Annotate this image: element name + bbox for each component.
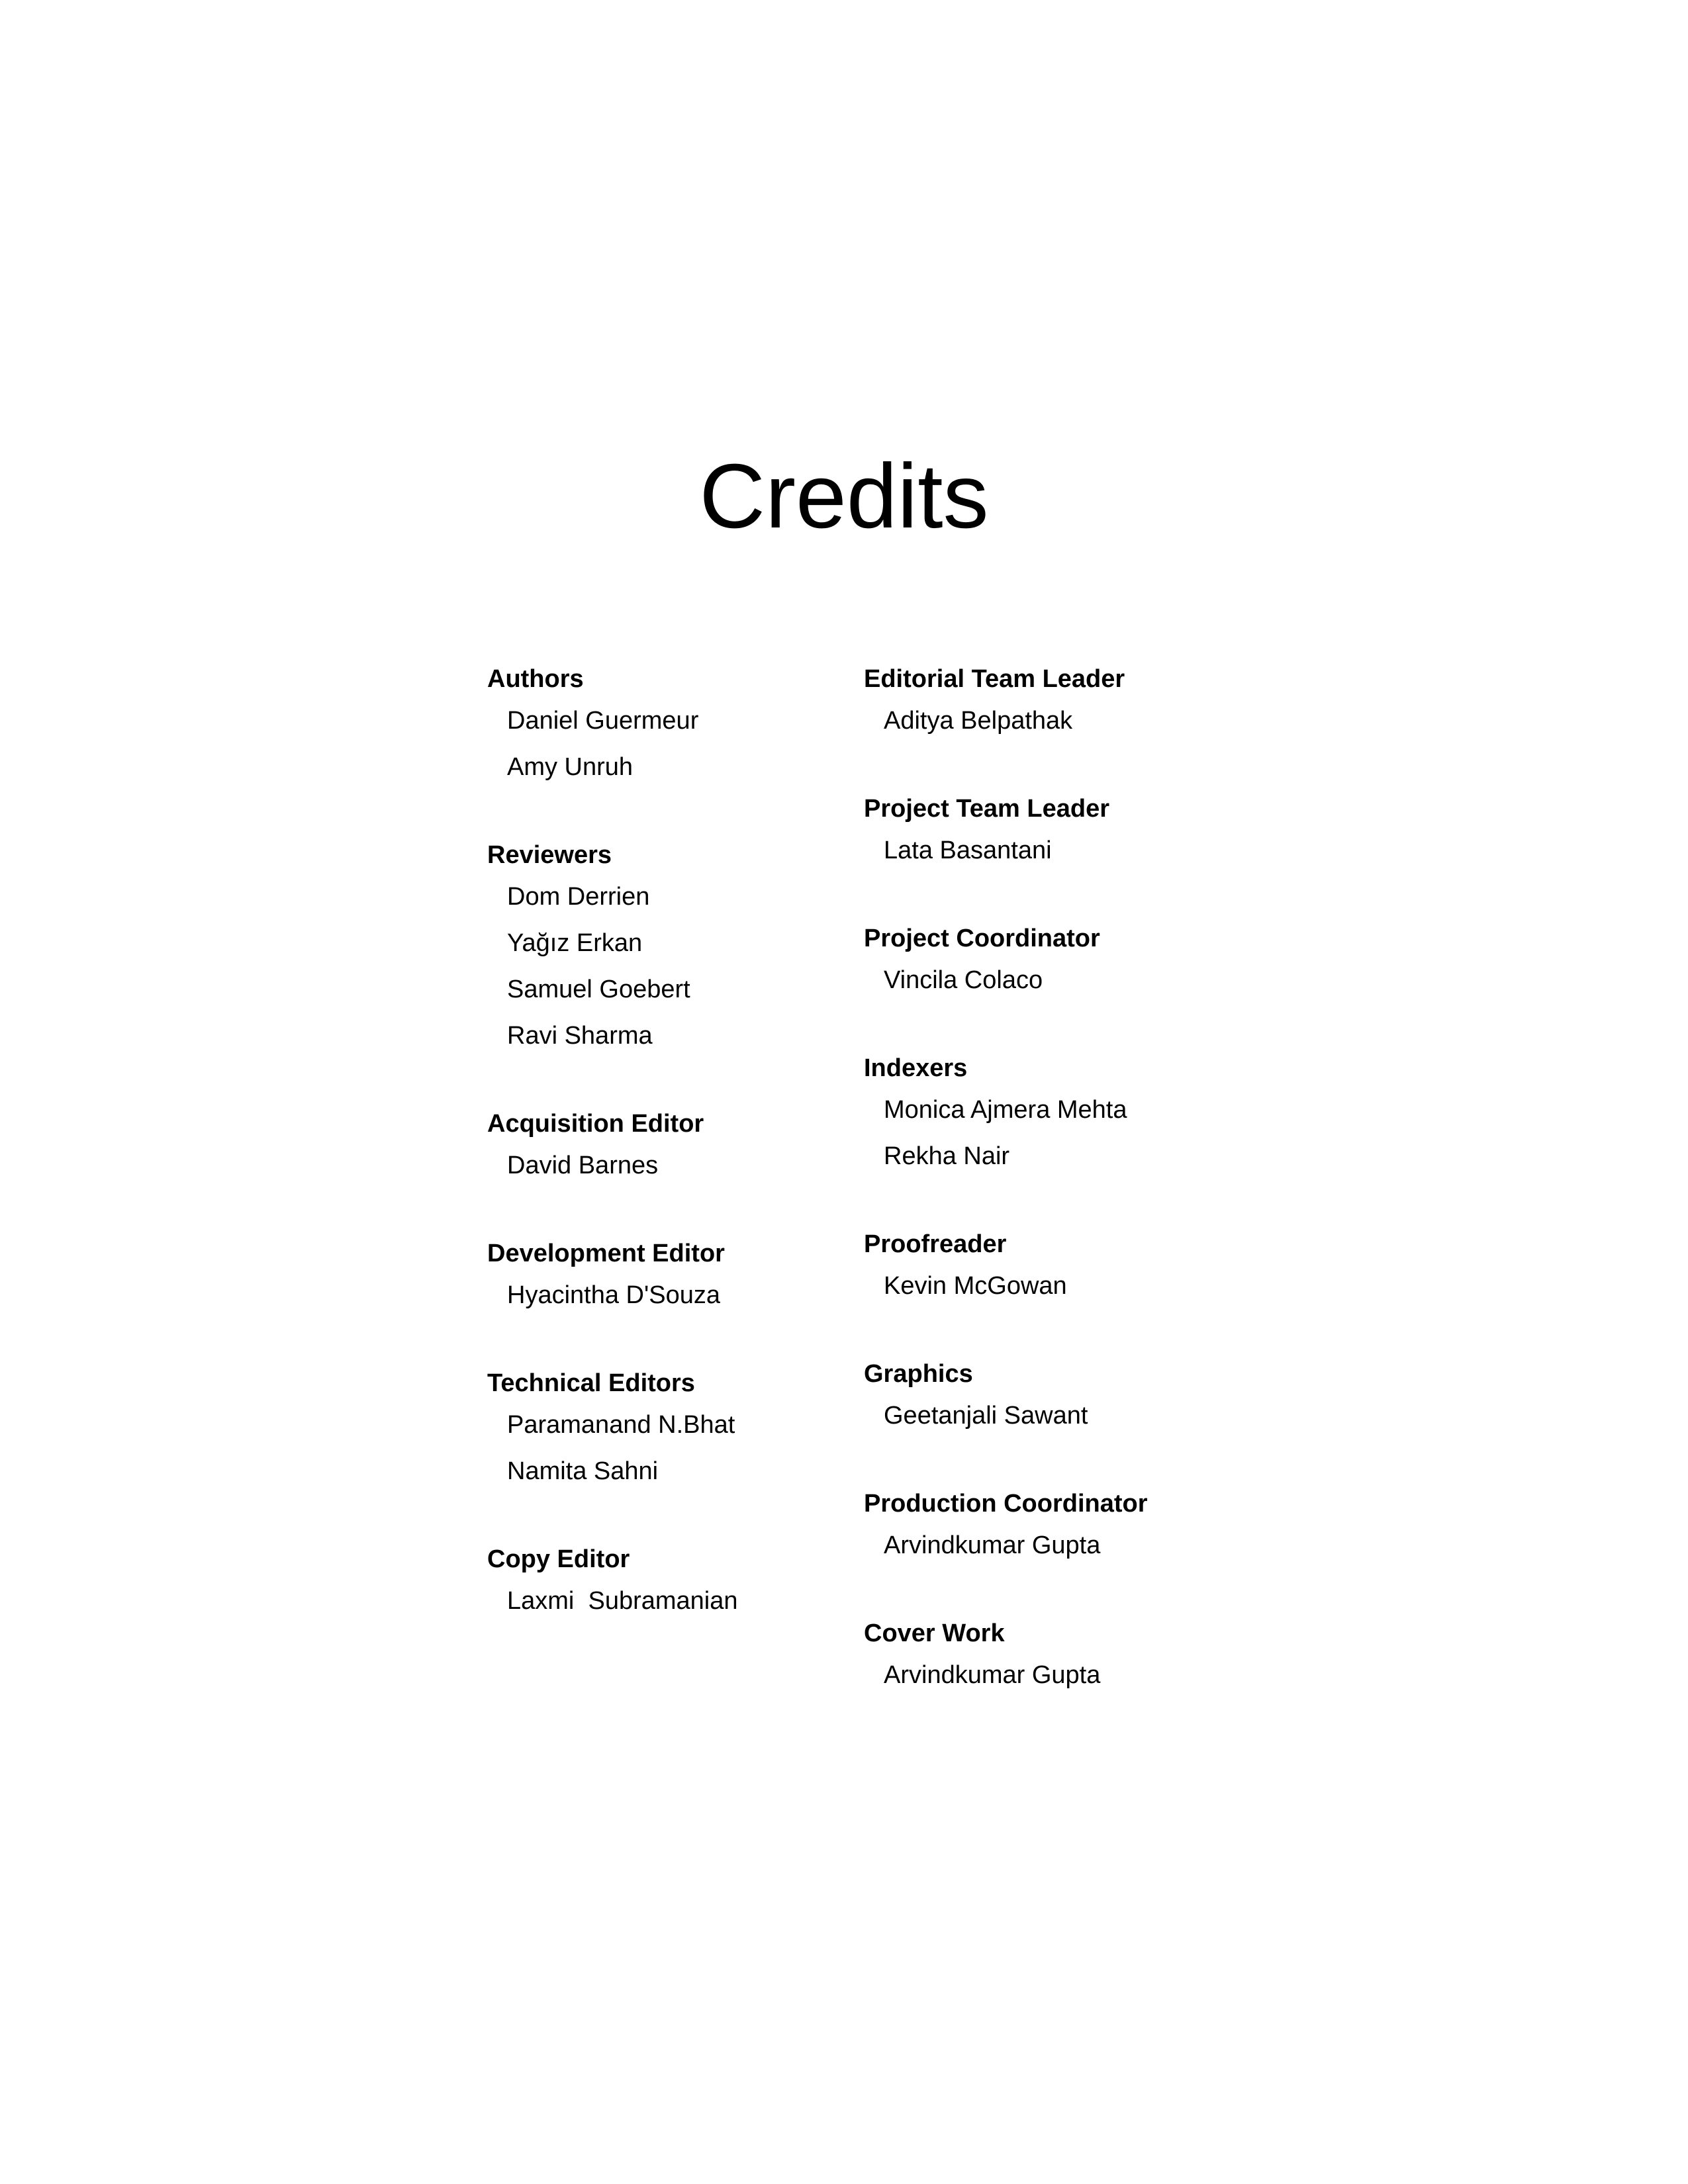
section-title: Project Coordinator xyxy=(864,925,1100,952)
name-list xyxy=(487,698,845,790)
section-title: Development Editor xyxy=(487,1240,725,1267)
credit-name: Amy Unruh xyxy=(507,753,633,781)
credit-section-editorial-team-leader xyxy=(864,660,1327,744)
section-title: Production Coordinator xyxy=(864,1490,1148,1518)
name-list xyxy=(864,1392,1327,1439)
name-list xyxy=(487,874,845,1059)
credits-right-column xyxy=(864,660,1327,1745)
name-list xyxy=(864,1522,1327,1569)
credit-name: Kevin McGowan xyxy=(884,1272,1067,1300)
section-title: Reviewers xyxy=(487,841,612,869)
name-list xyxy=(487,1272,845,1318)
credit-name: Arvindkumar Gupta xyxy=(884,1531,1101,1559)
credit-name: Hyacintha D'Souza xyxy=(507,1281,720,1309)
credit-name: Daniel Guermeur xyxy=(507,707,699,735)
credit-section-graphics xyxy=(864,1355,1327,1439)
credit-name: Arvindkumar Gupta xyxy=(884,1661,1101,1689)
credit-name: Namita Sahni xyxy=(507,1457,659,1485)
credit-name: Monica Ajmera Mehta xyxy=(884,1096,1127,1124)
name-list xyxy=(864,827,1327,874)
credits-left-column xyxy=(487,660,845,1670)
credit-section-indexers xyxy=(864,1050,1327,1179)
section-title: Indexers xyxy=(864,1054,968,1082)
section-title: Technical Editors xyxy=(487,1369,695,1397)
credit-section-project-team-leader xyxy=(864,790,1327,874)
section-title: Editorial Team Leader xyxy=(864,665,1125,693)
page-title: Credits xyxy=(699,445,989,547)
credit-name: David Barnes xyxy=(507,1152,659,1179)
name-list xyxy=(864,957,1327,1003)
credit-name: Paramanand N.Bhat xyxy=(507,1411,735,1439)
credit-section-copy-editor xyxy=(487,1541,845,1624)
credit-name: Samuel Goebert xyxy=(507,976,690,1003)
credit-name: Lata Basantani xyxy=(884,837,1052,864)
section-title: Proofreader xyxy=(864,1230,1007,1258)
credit-name: Yağız Erkan xyxy=(507,929,643,957)
credit-section-proofreader xyxy=(864,1226,1327,1309)
credit-name: Laxmi Subramanian xyxy=(507,1587,738,1615)
name-list xyxy=(864,1652,1327,1698)
section-title: Acquisition Editor xyxy=(487,1110,704,1138)
credit-name: Aditya Belpathak xyxy=(884,707,1073,735)
section-title: Cover Work xyxy=(864,1619,1005,1647)
section-title: Graphics xyxy=(864,1360,973,1388)
credit-section-authors xyxy=(487,660,845,790)
credit-name: Geetanjali Sawant xyxy=(884,1402,1088,1430)
credit-section-technical-editors xyxy=(487,1365,845,1494)
credit-section-development-editor xyxy=(487,1235,845,1318)
name-list xyxy=(487,1142,845,1189)
credit-name: Dom Derrien xyxy=(507,883,650,911)
credit-name: Ravi Sharma xyxy=(507,1022,653,1050)
name-list xyxy=(487,1402,845,1494)
credit-name: Rekha Nair xyxy=(884,1142,1010,1170)
name-list xyxy=(864,1087,1327,1179)
section-title: Copy Editor xyxy=(487,1545,630,1573)
credit-section-production-coordinator xyxy=(864,1485,1327,1569)
section-title: Authors xyxy=(487,665,584,693)
credit-name: Vincila Colaco xyxy=(884,966,1043,994)
credit-section-reviewers xyxy=(487,837,845,1059)
name-list xyxy=(864,698,1327,744)
section-title: Project Team Leader xyxy=(864,795,1110,823)
credit-section-cover-work xyxy=(864,1615,1327,1698)
name-list xyxy=(864,1263,1327,1309)
credit-section-acquisition-editor xyxy=(487,1105,845,1189)
credit-section-project-coordinator xyxy=(864,920,1327,1003)
name-list xyxy=(487,1578,845,1624)
